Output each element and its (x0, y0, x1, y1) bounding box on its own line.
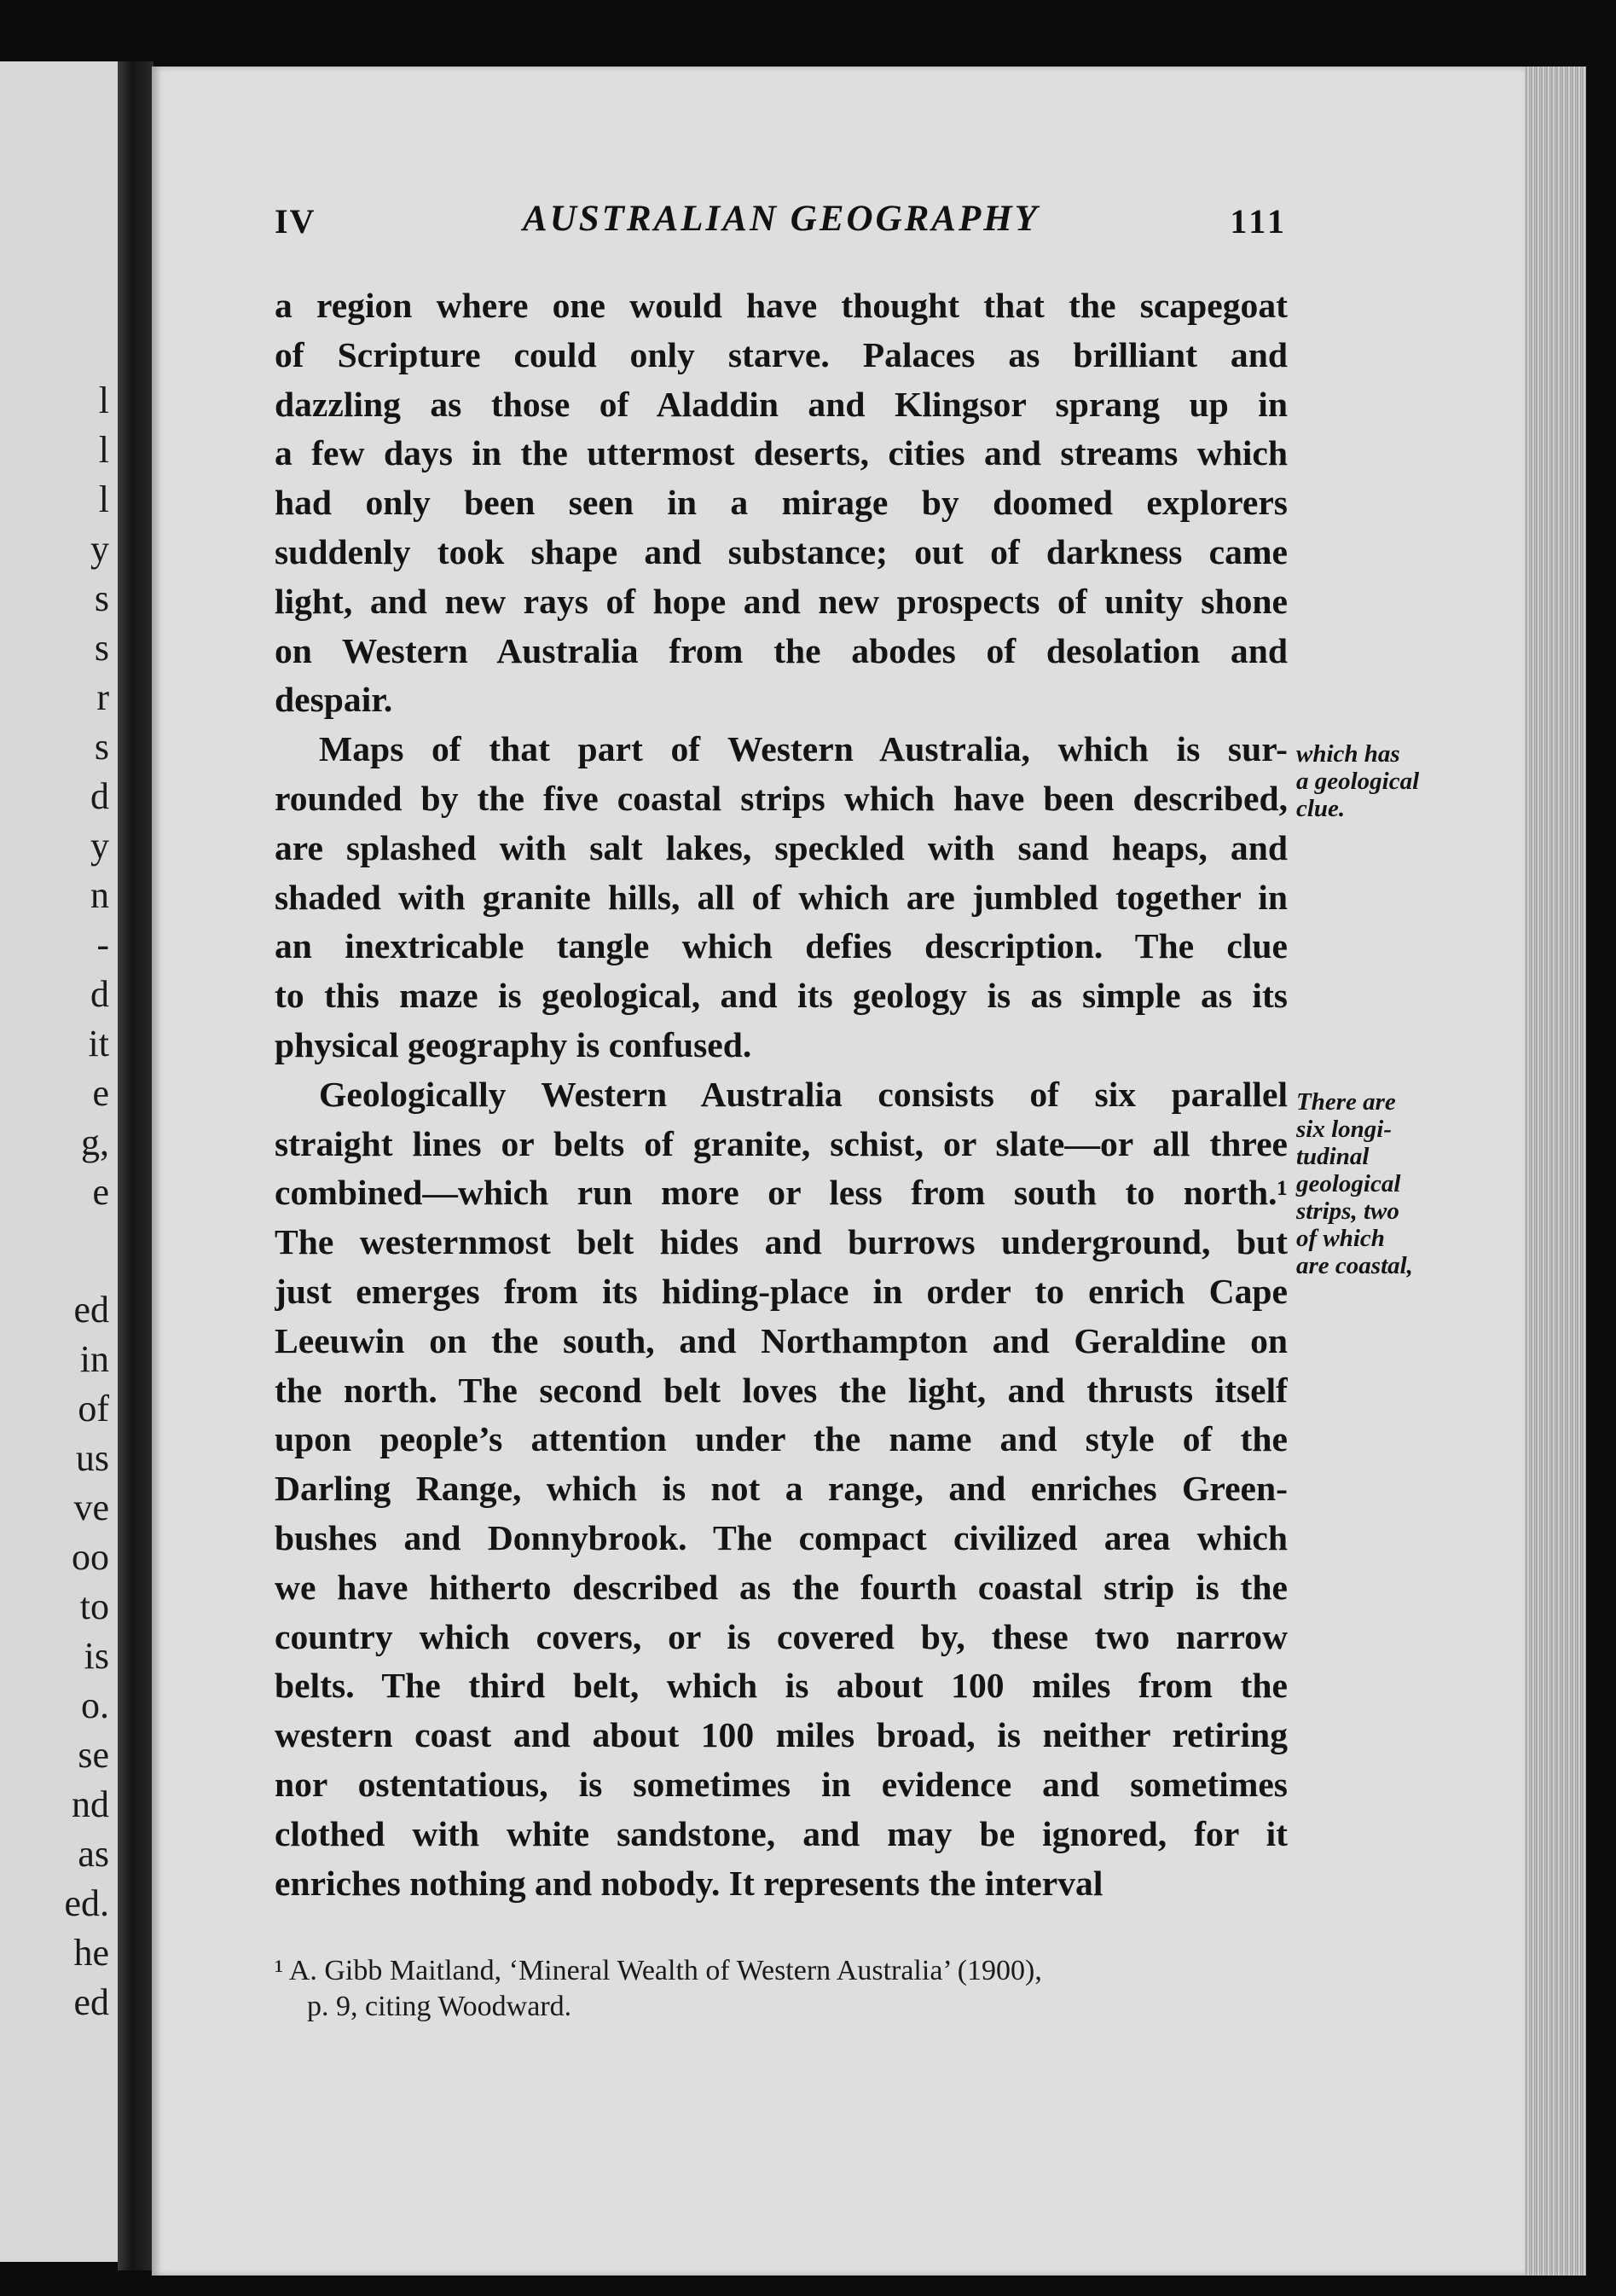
left-page-fragment-text: - (96, 924, 109, 965)
text-line: despair. (275, 680, 393, 720)
left-page-fragment-text: l (98, 478, 109, 520)
margin-note (1296, 740, 1467, 822)
footnote (275, 1953, 1298, 2025)
text-line: a region where one would have thought that the scapegoat (275, 286, 1288, 325)
text-line: just emerges from its hiding-place in order to enrich Cape (275, 1271, 1288, 1311)
left-page-fragment-text: l (98, 429, 109, 471)
text-line: belts. The third belt, which is about 100 miles from the (275, 1666, 1288, 1706)
text-line: of Scripture could only starve. Palaces as brilliant and (275, 334, 1288, 374)
left-page-fragment-text: s (94, 577, 109, 619)
left-page-fragment-text: ve (73, 1487, 109, 1528)
text-line: on Western Australia from the abodes of desolation and (275, 630, 1288, 670)
left-page-fragment-text: y (90, 528, 109, 570)
left-page-fragment-text: e (92, 1072, 109, 1114)
text-line: to this maze is geological, and its geology is as simple as its (275, 976, 1288, 1016)
text-line: clothed with white sandstone, and may be ignored, for it (275, 1813, 1288, 1853)
left-page-fragment-text: s (94, 627, 109, 669)
paragraph (275, 1070, 1288, 1909)
margin-note-line: strips, two (1296, 1197, 1399, 1225)
text-line: dazzling as those of Aladdin and Klingsor sprang up in (275, 384, 1288, 424)
text-line: western coast and about 100 miles broad, is neither retiring (275, 1715, 1288, 1755)
left-page-fragment-text: nd (72, 1783, 109, 1825)
text-line: Leeuwin on the south, and Northampton and Geraldine on (275, 1320, 1288, 1360)
text-line: rounded by the five coastal strips which have been described, (275, 778, 1288, 818)
text-line: a few days in the uttermost deserts, cities and streams which (275, 433, 1288, 473)
text-line: bushes and Donnybrook. The compact civilized area which (275, 1517, 1288, 1557)
page-edges (1525, 67, 1586, 2276)
text-line: Maps of that part of Western Australia, which is sur- (319, 729, 1288, 769)
chapter-number: IV (275, 202, 316, 241)
footnote-line: p. 9, citing Woodward. (307, 1991, 572, 2022)
running-title: AUSTRALIAN GEOGRAPHY (523, 199, 1040, 239)
left-page-fragment-text: to (79, 1586, 109, 1627)
book-gutter (118, 61, 153, 2270)
margin-note-line: tudinal (1296, 1143, 1370, 1170)
left-page-fragment-text: is (84, 1635, 109, 1677)
text-line: Darling Range, which is not a range, and enriches Green- (275, 1469, 1288, 1509)
text-line: country which covers, or is covered by, these two narrow (275, 1616, 1288, 1656)
text-line: straight lines or belts of granite, schist, or slate—or all three (275, 1123, 1288, 1163)
text-line: The westernmost belt hides and burrows underground, but (275, 1222, 1288, 1262)
left-page-fragment-text: d (90, 973, 109, 1015)
margin-note-line: There are (1296, 1088, 1396, 1116)
left-page-fragment-text: ed (73, 1289, 109, 1331)
left-page-fragment-text: he (73, 1932, 109, 1974)
margin-note (1296, 1088, 1467, 1279)
left-page-fragment (0, 61, 118, 2262)
paragraph (275, 725, 1288, 1070)
left-page-fragment-text: oo (72, 1536, 109, 1578)
text-line: an inextricable tangle which defies description. The clue (275, 926, 1288, 966)
text-line: shaded with granite hills, all of which are jumbled together in (275, 877, 1288, 917)
left-page-fragment-text: us (75, 1437, 109, 1479)
left-page-fragment-text: o. (81, 1684, 109, 1726)
paragraph (275, 281, 1288, 725)
text-line: upon people’s attention under the name and style of the (275, 1419, 1288, 1459)
left-page-fragment-text: g, (81, 1122, 109, 1163)
left-page-fragment-text: n (90, 874, 109, 916)
left-page-fragment-text: d (90, 775, 109, 817)
left-page-fragment-text: s (94, 726, 109, 768)
text-line: light, and new rays of hope and new prospects of unity shone (275, 581, 1288, 621)
left-page-fragment-text: ed. (64, 1882, 109, 1924)
body-text (275, 281, 1288, 1908)
left-page-fragment-text: it (88, 1023, 109, 1064)
left-page-fragment-text: as (78, 1833, 109, 1875)
margin-note-line: clue. (1296, 795, 1346, 822)
text-line: suddenly took shape and substance; out of darkness came (275, 531, 1288, 571)
text-line: combined—which run more or less from south to north.¹ (275, 1173, 1288, 1213)
left-page-fragment-text: l (98, 380, 109, 421)
text-line: the north. The second belt loves the light, and thrusts itself (275, 1370, 1288, 1410)
margin-note-line: six longi- (1296, 1116, 1392, 1143)
margin-note-line: which has (1296, 740, 1400, 768)
footnote-line: ¹ A. Gibb Maitland, ‘Mineral Wealth of Western Australia’ (1900), (275, 1955, 1042, 1986)
left-page-fragment-text: in (79, 1338, 109, 1380)
text-line: had only been seen in a mirage by doomed explorers (275, 483, 1288, 523)
left-page-fragment-text: se (78, 1734, 109, 1776)
text-line: physical geography is confused. (275, 1024, 752, 1064)
left-page-fragment-text: r (96, 676, 109, 718)
text-line: are splashed with salt lakes, speckled with sand heaps, and (275, 827, 1288, 867)
running-head (275, 198, 1288, 249)
margin-note-line: geological (1296, 1170, 1401, 1197)
left-page-fragment-text: e (92, 1171, 109, 1213)
margin-note-line: are coastal, (1296, 1252, 1413, 1279)
left-page-fragment-text: of (78, 1388, 109, 1429)
left-page-fragment-text: ed (73, 1981, 109, 2023)
text-line: enriches nothing and nobody. It represents the interval (275, 1863, 1103, 1903)
left-page-fragment-text: y (90, 825, 109, 867)
text-line: we have hitherto described as the fourth coastal strip is the (275, 1567, 1288, 1607)
text-line: Geologically Western Australia consists of six parallel (319, 1074, 1288, 1114)
margin-note-line: a geological (1296, 768, 1420, 795)
page-number: 111 (1230, 202, 1288, 241)
margin-note-line: of which (1296, 1225, 1385, 1252)
text-line: nor ostentatious, is sometimes in evidence and sometimes (275, 1764, 1288, 1804)
